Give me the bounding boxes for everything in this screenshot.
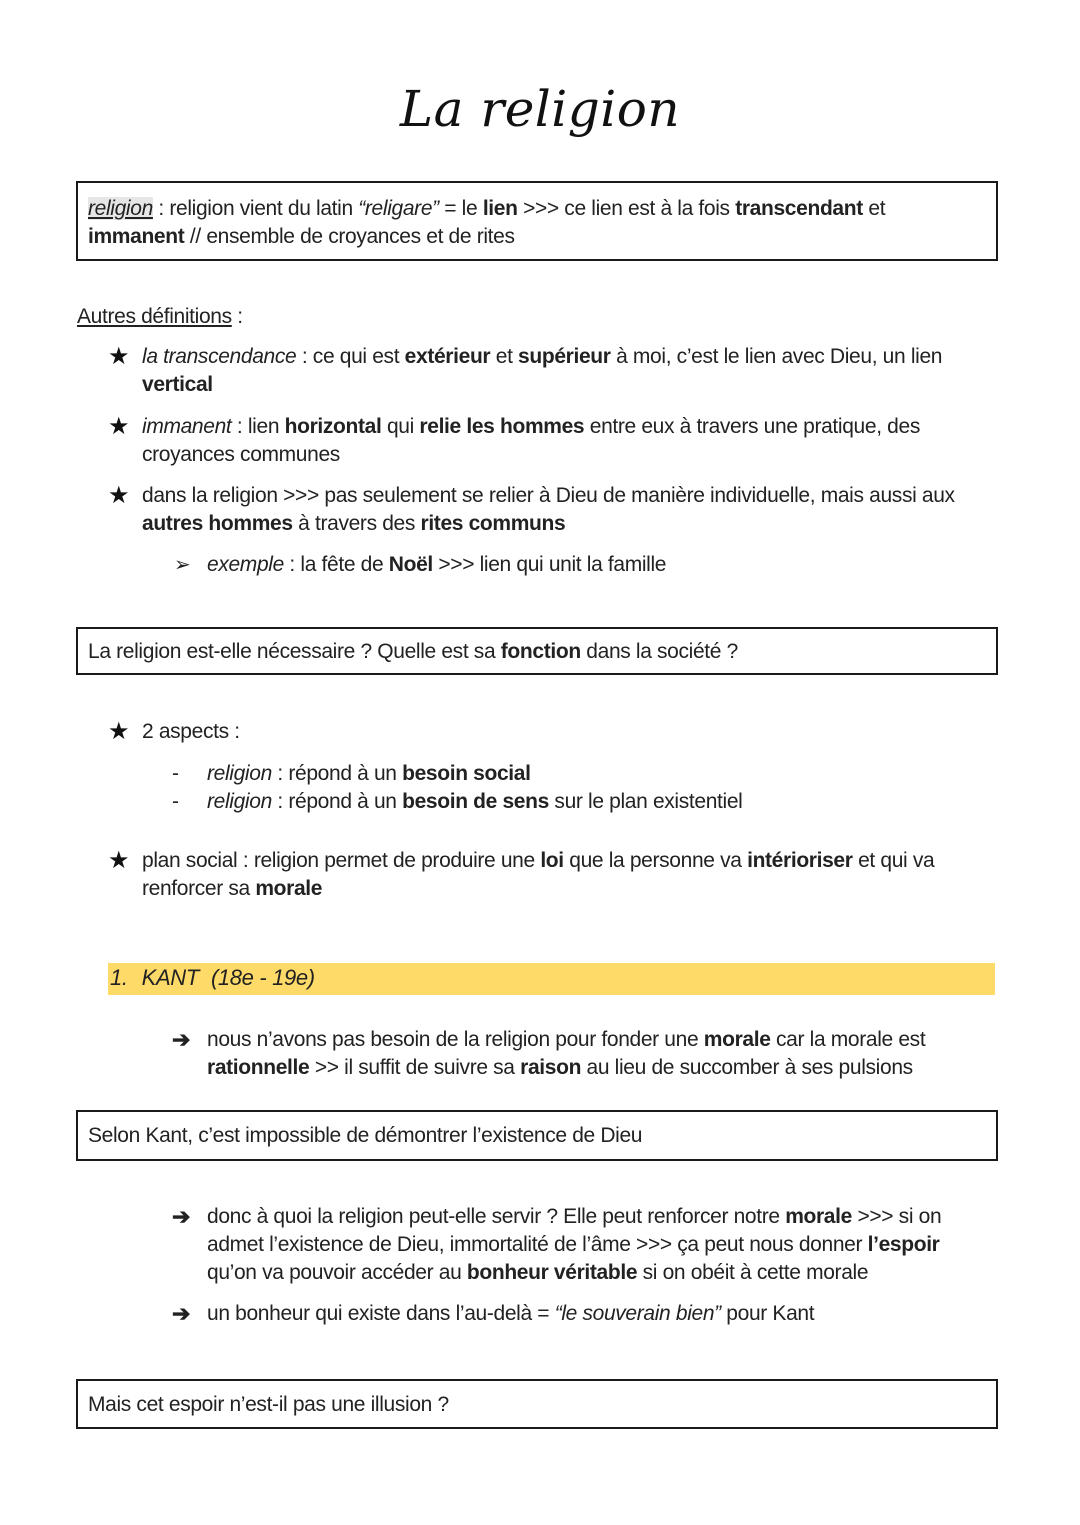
star-icon: ★ — [108, 482, 130, 509]
page-title: La religion — [399, 80, 681, 138]
kant-point-souverain-bien: un bonheur qui existe dans l’au-delà = “le souverain bien” pour Kant — [207, 1302, 815, 1325]
dash-bullet: - — [172, 762, 179, 785]
aspect-item-social: religion : répond à un besoin social — [207, 762, 531, 785]
star-icon: ★ — [108, 343, 130, 370]
dash-bullet: - — [172, 790, 179, 813]
aspects-heading: 2 aspects : — [142, 720, 240, 743]
definition-box — [76, 181, 998, 261]
definition-line-2: immanent // ensemble de croyances et de rites — [88, 225, 515, 248]
aspect-item-sens: religion : répond à un besoin de sens sur le plan existentiel — [207, 790, 743, 813]
star-icon: ★ — [108, 718, 130, 745]
list-item-immanent: immanent : lien horizontal qui relie les hommes entre eux à travers une pratique, des croyances communes — [142, 415, 920, 466]
arrow-icon: ➔ — [172, 1204, 191, 1229]
arrow-icon: ➔ — [172, 1027, 191, 1052]
list-item-transcendance: la transcendance : ce qui est extérieur et supérieur à moi, c’est le lien avec Dieu, un lien vertical — [142, 345, 943, 396]
star-icon: ★ — [108, 413, 130, 440]
list-item-religion-lien: dans la religion >>> pas seulement se relier à Dieu de manière individuelle, mais aussi aux autres hommes à travers des rites communs — [142, 484, 955, 535]
question-box-illusion: Mais cet espoir n’est-il pas une illusion ? — [76, 1379, 998, 1429]
definition-line-1: religion : religion vient du latin “religare” = le lien >>> ce lien est à la fois transcendant et — [88, 197, 886, 220]
term-religion: religion — [88, 197, 153, 220]
example-line: exemple : la fête de Noël >>> lien qui unit la famille — [207, 553, 667, 576]
statement-box-kant: Selon Kant, c’est impossible de démontrer l’existence de Dieu — [76, 1110, 998, 1161]
section-heading-autres: Autres définitions : — [77, 305, 243, 328]
kant-point-morale: nous n’avons pas besoin de la religion pour fonder une morale car la morale est rationnelle >> il suffit de suivre sa raison au lieu de succomber à ses pulsions — [207, 1028, 926, 1079]
question-box-fonction: La religion est-elle nécessaire ? Quelle est sa fonction dans la société ? — [76, 627, 998, 675]
star-icon: ★ — [108, 847, 130, 874]
kant-point-espoir: donc à quoi la religion peut-elle servir ? Elle peut renforcer notre morale >>> si on admet l’existence de Dieu, immortalité de l’âme >>> ça peut nous donner l’espoir qu’on va pouvoir accéder au bonheur véritable si on obéit à cette morale — [207, 1205, 942, 1284]
arrow-icon: ➔ — [172, 1301, 191, 1326]
sub-arrow-icon: ➢ — [174, 554, 191, 576]
list-item-plan-social: plan social : religion permet de produire une loi que la personne va intérioriser et qui va renforcer sa morale — [142, 849, 935, 900]
section-heading-kant: 1. KANT (18e - 19e) — [110, 965, 315, 990]
